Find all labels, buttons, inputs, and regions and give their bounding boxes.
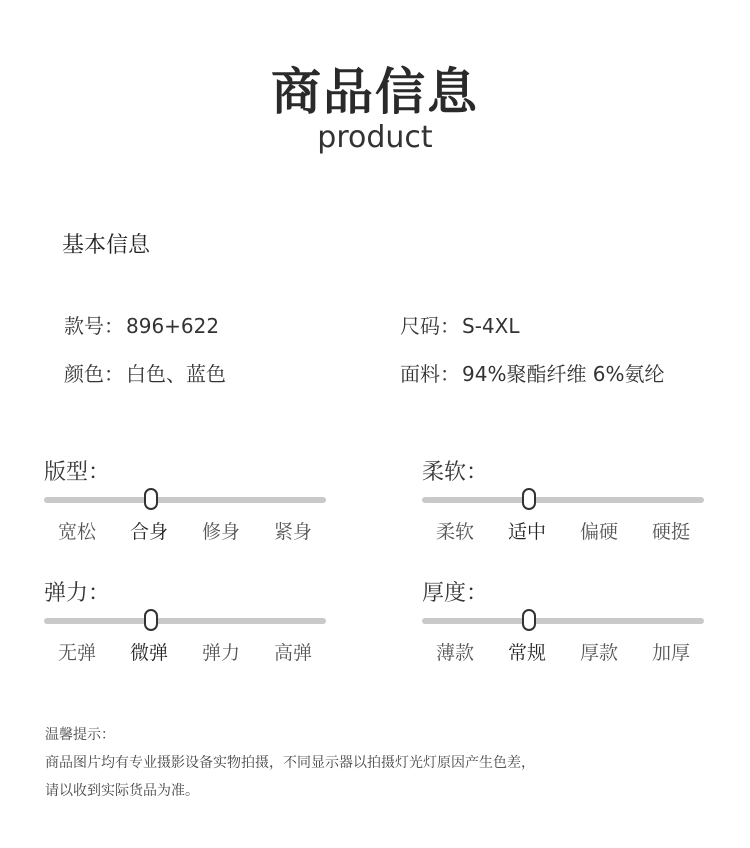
info-label: 颜色： — [64, 362, 124, 386]
scale-option: 柔软 — [435, 521, 474, 543]
scale-track — [422, 618, 704, 624]
info-style-number — [64, 310, 219, 339]
scale-knob — [522, 488, 536, 510]
info-value: S-4XL — [462, 314, 520, 338]
info-value: 896+622 — [126, 314, 220, 338]
scale-option: 无弹 — [57, 642, 96, 664]
scale-label: 厚度： — [422, 581, 489, 606]
info-label: 面料： — [400, 362, 460, 386]
page-title: 商品信息 — [271, 63, 479, 121]
scale-option: 厚款 — [579, 642, 618, 664]
scale-option: 微弹 — [129, 642, 168, 664]
info-value: 白色、蓝色 — [126, 362, 226, 386]
scale-option: 薄款 — [435, 642, 474, 664]
scale-options — [44, 638, 326, 664]
scale-option: 适中 — [507, 521, 546, 543]
info-color — [64, 358, 226, 387]
scale-track — [422, 497, 704, 503]
scale-label: 柔软： — [422, 460, 489, 485]
scale-options — [422, 638, 704, 664]
info-value: 94%聚酯纤维 6%氨纶 — [462, 362, 665, 386]
scale-option: 修身 — [201, 521, 240, 543]
scale-label: 版型： — [44, 460, 111, 485]
info-size — [400, 310, 519, 339]
scale-option: 加厚 — [651, 642, 690, 664]
scale-option: 合身 — [129, 521, 168, 543]
info-fabric — [400, 358, 665, 387]
scale-label: 弹力： — [44, 581, 111, 606]
scale-track — [44, 618, 326, 624]
scale-option: 宽松 — [57, 521, 96, 543]
info-label: 款号： — [64, 314, 124, 338]
notice-line: 商品图片均有专业摄影设备实物拍摄，不同显示器以拍摄灯光灯原因产生色差， — [45, 755, 535, 771]
notice — [45, 724, 535, 808]
notice-line: 请以收到实际货品为准。 — [45, 783, 199, 799]
scale-option: 硬挺 — [651, 521, 690, 543]
scale-option: 常规 — [507, 642, 546, 664]
scale-option: 偏硬 — [579, 521, 618, 543]
scale-track — [44, 497, 326, 503]
scale-option: 紧身 — [273, 521, 312, 543]
scale-option: 弹力 — [201, 642, 240, 664]
scale-knob — [144, 488, 158, 510]
scale-knob — [522, 609, 536, 631]
scale-knob — [144, 609, 158, 631]
basic-info-heading: 基本信息 — [62, 233, 151, 258]
page-subtitle: product — [317, 120, 433, 155]
notice-title: 温馨提示： — [45, 727, 115, 743]
scale-options — [44, 517, 326, 543]
info-label: 尺码： — [400, 314, 460, 338]
scale-options — [422, 517, 704, 543]
scale-option: 高弹 — [273, 642, 312, 664]
